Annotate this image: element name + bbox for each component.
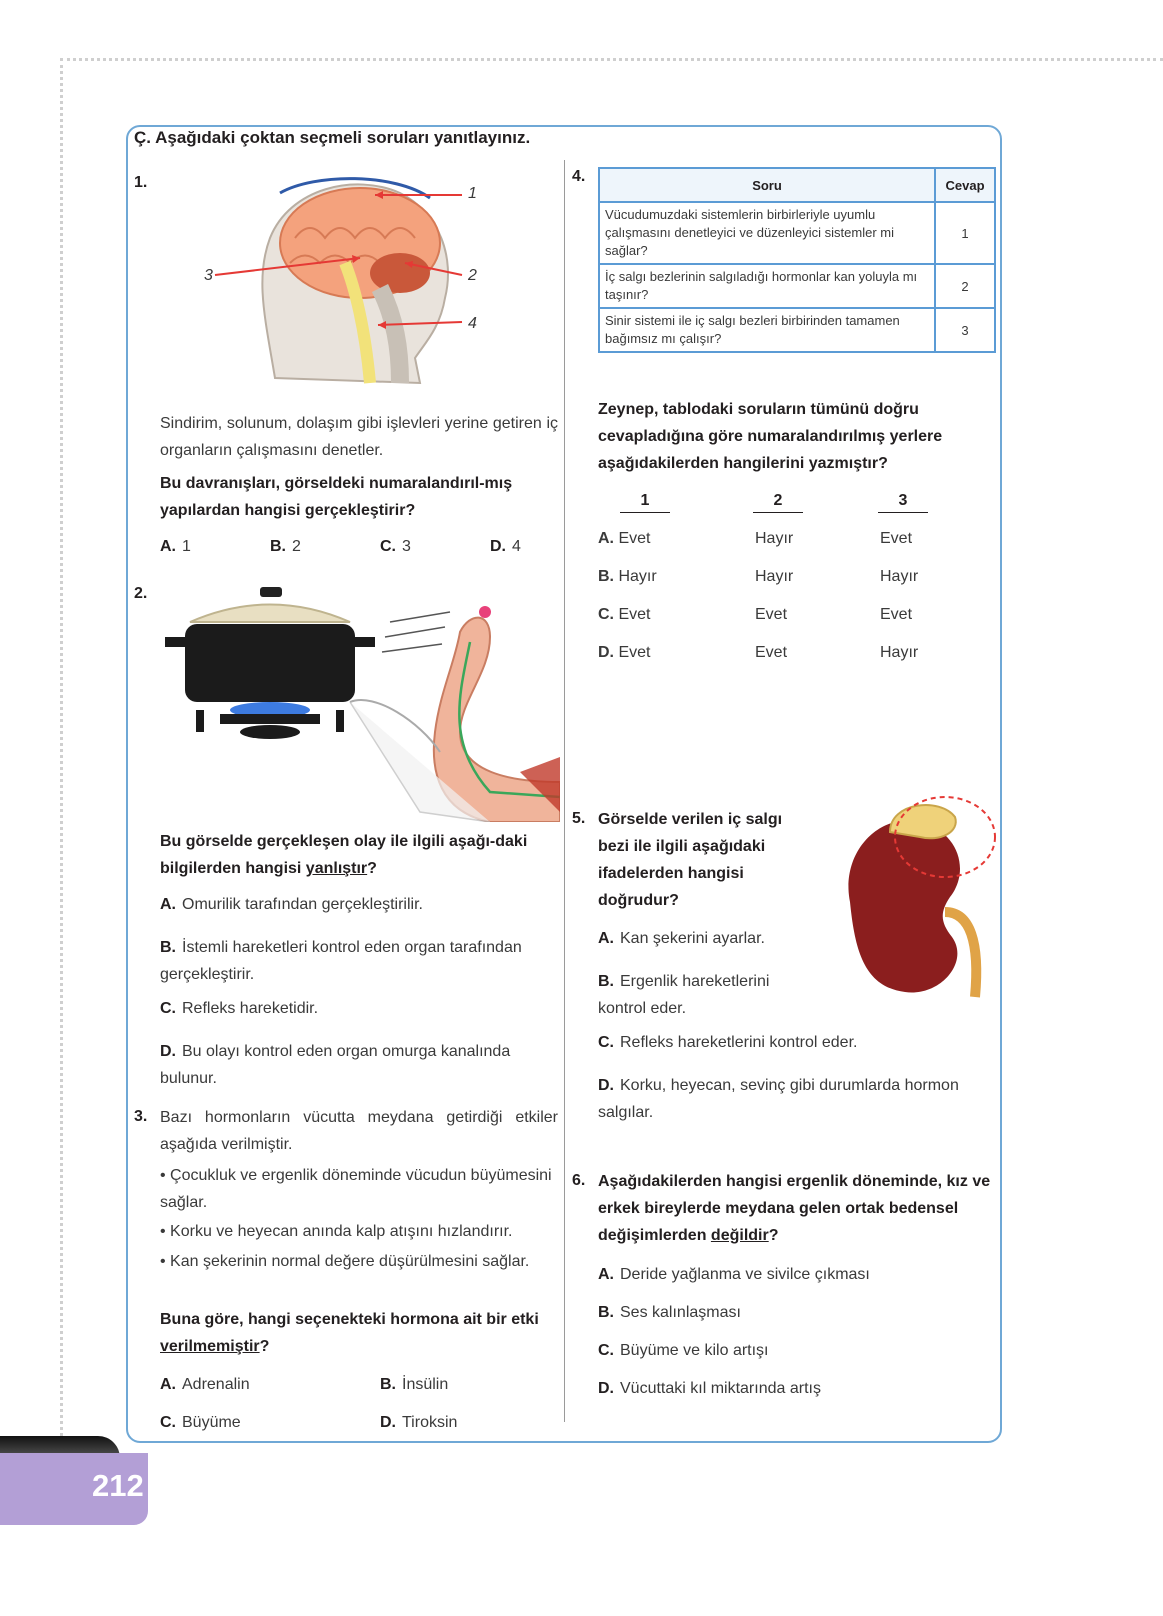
q4-option-b-col2: Hayır [755, 568, 794, 585]
q4-col-header-1: 1 [620, 492, 670, 513]
section-title: Ç. Aşağıdaki çoktan seçmeli soruları yanıtlayınız. [134, 128, 531, 147]
kidney-adrenal-illustration [830, 792, 1000, 1002]
q4-question: Zeynep, tablodaki soruların tümünü doğru cevapladığına göre numaralandırılmış yerlere aşağıdakilerden hangilerini yazmıştır? [598, 401, 943, 472]
q6-option-c[interactable]: C. Büyüme ve kilo artışı [598, 1342, 769, 1359]
q3-option-b[interactable]: B. İnsülin [380, 1376, 449, 1393]
q6-option-d[interactable]: D. Vücuttaki kıl miktarında artış [598, 1380, 821, 1397]
q1-question: Bu davranışları, görseldeki numaralandırıl-mış yapılardan hangisi gerçekleştirir? [160, 475, 513, 519]
q3-number: 3. [134, 1108, 148, 1125]
q3-bullet-1: • Çocukluk ve ergenlik döneminde vücudun büyümesini sağlar. [160, 1167, 552, 1211]
q4-header-cevap: Cevap [935, 168, 995, 202]
q3-bullet-2: • Korku ve heyecan anında kalp atışını hızlandırır. [160, 1223, 513, 1240]
q6-option-a[interactable]: A. Deride yağlanma ve sivilce çıkması [598, 1266, 870, 1283]
q4-option-c-col2: Evet [755, 606, 788, 623]
table-row: İç salgı bezlerinin salgıladığı hormonlar kan yoluyla mı taşınır? 2 [599, 264, 995, 308]
q6-number: 6. [572, 1172, 586, 1189]
table-row: Sinir sistemi ile iç salgı bezleri birbirinden tamamen bağımsız mı çalışır? 3 [599, 308, 995, 352]
q4-table [598, 167, 996, 353]
q2-option-b[interactable]: B. İstemli hareketleri kontrol eden organ tarafından gerçekleştirir. [160, 939, 522, 983]
q3-text: Bazı hormonların vücutta meydana getirdiği etkiler aşağıda verilmiştir. [160, 1109, 558, 1153]
page-border-top [60, 58, 1163, 61]
q4-col-header-2: 2 [753, 492, 803, 513]
q4-col-header-3: 3 [878, 492, 928, 513]
q4-option-a-col3: Evet [880, 530, 913, 547]
q1-arrows [200, 175, 490, 335]
q3-question: Buna göre, hangi seçenekteki hormona ait bir etki verilmemiştir? [160, 1311, 539, 1355]
q4-option-d-col2: Evet [755, 644, 788, 661]
q1-label-4: 4 [468, 315, 477, 332]
q4-header-soru: Soru [599, 168, 935, 202]
q5-option-a[interactable]: A. Kan şekerini ayarlar. [598, 930, 765, 947]
table-row: Vücudumuzdaki sistemlerin birbirleriyle uyumlu çalışmasını denetleyici ve düzenleyici sistemler mi sağlar? 1 [599, 202, 995, 264]
q1-label-1: 1 [468, 185, 477, 202]
q5-number: 5. [572, 810, 586, 827]
q4-option-c-col3: Evet [880, 606, 913, 623]
column-divider [564, 160, 565, 1422]
q3-option-a[interactable]: A. Adrenalin [160, 1376, 250, 1393]
q3-option-d[interactable]: D. Tiroksin [380, 1414, 458, 1431]
q4-option-b[interactable]: B. Hayır [598, 568, 657, 585]
q4-option-d[interactable]: D. Evet [598, 644, 651, 661]
q6-question: Aşağıdakilerden hangisi ergenlik döneminde, kız ve erkek bireylerde meydana gelen ortak bedensel değişimlerden değildir? [598, 1173, 991, 1244]
q1-option-c[interactable]: C. 3 [380, 538, 411, 555]
q1-label-2: 2 [468, 267, 477, 284]
q1-number: 1. [134, 174, 148, 191]
q4-option-a[interactable]: A. Evet [598, 530, 651, 547]
q5-option-d[interactable]: D. Korku, heyecan, sevinç gibi durumlarda hormon salgılar. [598, 1077, 959, 1121]
q3-option-c[interactable]: C. Büyüme [160, 1414, 241, 1431]
q1-option-a[interactable]: A. 1 [160, 538, 191, 555]
q4-option-a-col2: Hayır [755, 530, 794, 547]
q1-text: Sindirim, solunum, dolaşım gibi işlevleri yerine getiren iç organların çalışmasını denetler. [160, 415, 558, 459]
q2-number: 2. [134, 585, 148, 602]
q5-question: Görselde verilen iç salgı bezi ile ilgili aşağıdaki ifadelerden hangisi doğrudur? [598, 811, 783, 909]
q5-option-b[interactable]: B. Ergenlik hareketlerini kontrol eder. [598, 973, 770, 1017]
q6-option-b[interactable]: B. Ses kalınlaşması [598, 1304, 741, 1321]
q1-option-d[interactable]: D. 4 [490, 538, 521, 555]
q4-option-c[interactable]: C. Evet [598, 606, 651, 623]
q2-question: Bu görselde gerçekleşen olay ile ilgili aşağı-daki bilgilerden hangisi yanlıştır? [160, 833, 528, 877]
q5-option-c[interactable]: C. Refleks hareketlerini kontrol eder. [598, 1034, 858, 1051]
page-border-left [60, 58, 63, 1448]
page-number: 212 [92, 1468, 144, 1503]
q2-option-c[interactable]: C. Refleks hareketidir. [160, 1000, 319, 1017]
q1-label-3: 3 [204, 267, 213, 284]
q4-option-d-col3: Hayır [880, 644, 919, 661]
q1-option-b[interactable]: B. 2 [270, 538, 301, 555]
pot-hand-illustration [160, 582, 560, 822]
q3-bullet-3: • Kan şekerinin normal değere düşürülmesini sağlar. [160, 1253, 530, 1270]
q2-option-d[interactable]: D. Bu olayı kontrol eden organ omurga kanalında bulunur. [160, 1043, 511, 1087]
q4-option-b-col3: Hayır [880, 568, 919, 585]
q4-number: 4. [572, 168, 586, 185]
q2-option-a[interactable]: A. Omurilik tarafından gerçekleştirilir. [160, 896, 423, 913]
